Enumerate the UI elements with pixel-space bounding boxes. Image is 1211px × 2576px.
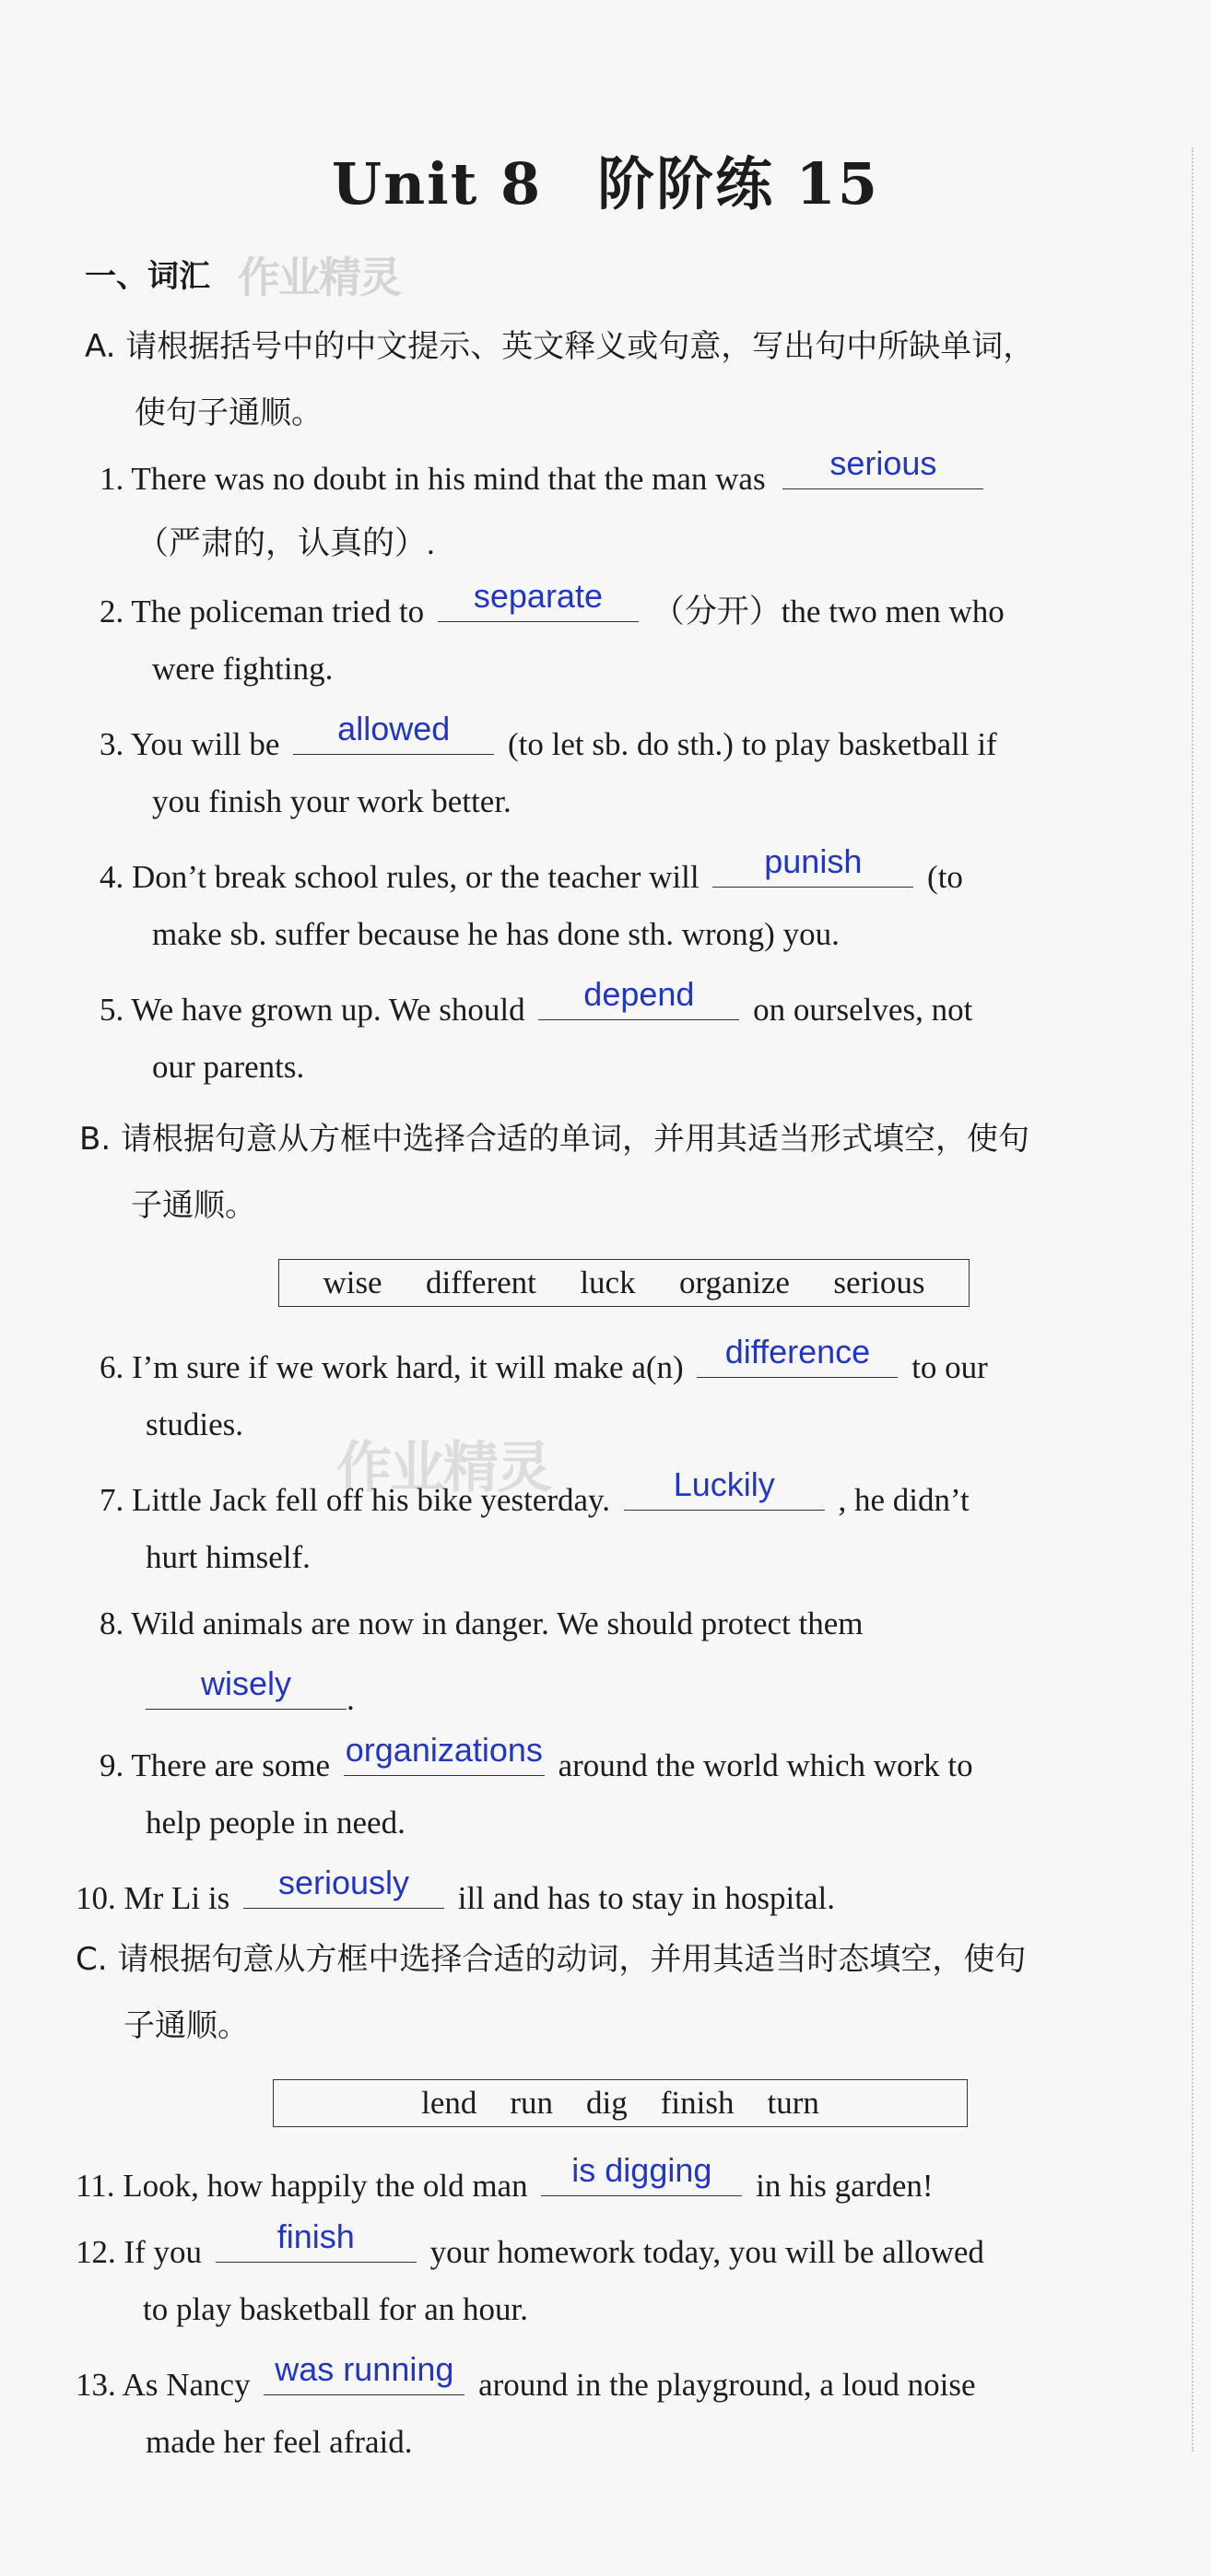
question-number: 7. [100, 1482, 124, 1518]
word-option: serious [833, 1264, 925, 1300]
question-text: ill and has to stay in hospital. [457, 1880, 836, 1916]
word-option: organize [679, 1264, 790, 1300]
question-number: 13. [76, 2367, 116, 2403]
exercise-name: 阶阶练 15 [597, 150, 879, 218]
question-text: （严肃的，认真的）. [136, 525, 435, 561]
instruction-line: 子通顺。 [131, 1187, 256, 1224]
question-4 [100, 842, 963, 896]
word-option: run [510, 2085, 554, 2121]
answer-text: punish [764, 842, 863, 880]
question-text: around in the playground, a loud noise [478, 2367, 976, 2403]
question-text: Don’t break school rules, or the teacher will [132, 859, 700, 895]
question-12 [76, 2217, 984, 2271]
answer-blank[interactable] [541, 2151, 742, 2196]
question-text: your homework today, you will be allowed [429, 2234, 984, 2270]
instruction-line: C. 请根据句意从方框中选择合适的动词，并用其适当时态填空，使句 [76, 1941, 1027, 1978]
question-2 [100, 577, 1005, 632]
question-text: We have grown up. We should [131, 992, 525, 1028]
question-10 [76, 1864, 836, 1917]
question-text: were fighting. [152, 651, 334, 687]
question-text: There are some [131, 1747, 331, 1783]
answer-blank[interactable] [697, 1333, 898, 1378]
question-text: The policeman tried to [131, 594, 425, 629]
question-text: You will be [130, 726, 280, 762]
question-1 [100, 444, 983, 498]
word-option: turn [767, 2085, 819, 2121]
section-heading: 一、词汇 [85, 258, 210, 295]
word-option: luck [580, 1264, 636, 1300]
question-text: our parents. [152, 1049, 305, 1085]
question-text: (to [927, 859, 963, 895]
part-b-instruction [79, 1106, 1029, 1239]
answer-text: depend [583, 975, 695, 1013]
question-number: 2. [100, 594, 124, 629]
page-title [0, 138, 1211, 220]
instruction-line: 子通顺。 [123, 2007, 249, 2044]
question-text: to play basketball for an hour. [143, 2291, 528, 2327]
question-number: 10. [76, 1880, 116, 1916]
unit-label: Unit 8 [332, 150, 543, 218]
question-text: you finish your work better. [152, 783, 511, 819]
question-13 [76, 2350, 976, 2404]
question-text: around the world which work to [558, 1747, 973, 1783]
instruction-line: 使句子通顺。 [135, 394, 323, 431]
question-text: on ourselves, not [753, 992, 973, 1028]
question-11 [76, 2151, 934, 2205]
answer-blank[interactable] [624, 1465, 825, 1511]
answer-blank[interactable] [712, 842, 913, 888]
word-option: finish [660, 2085, 735, 2121]
question-text: Wild animals are now in danger. We should protect them [131, 1606, 864, 1641]
answer-text: is digging [571, 2151, 712, 2189]
question-text: make sb. suffer because he has done sth. wrong) you. [152, 916, 840, 952]
answer-text: serious [829, 444, 937, 482]
question-text: There was no doubt in his mind that the man was [131, 461, 766, 497]
question-3 [100, 710, 997, 763]
answer-blank[interactable] [216, 2217, 417, 2263]
word-option: dig [586, 2085, 628, 2121]
answer-text: was running [275, 2350, 454, 2388]
question-text: I’m sure if we work hard, it will make a(n) [132, 1349, 684, 1385]
question-number: 4. [100, 859, 124, 895]
question-text: help people in need. [146, 1805, 406, 1841]
question-text: (to let sb. do sth.) to play basketball if [507, 726, 997, 762]
part-a-instruction [85, 313, 1034, 446]
watermark-logo: 作业精灵 [238, 253, 400, 302]
question-text: Little Jack fell off his bike yesterday. [132, 1482, 611, 1518]
question-text: Look, how happily the old man [123, 2168, 528, 2204]
word-option: lend [421, 2085, 477, 2121]
question-text: . [347, 1681, 355, 1717]
question-5 [100, 975, 973, 1029]
answer-blank[interactable] [293, 710, 494, 755]
word-box-c [273, 2079, 968, 2127]
answer-text: separate [473, 577, 603, 615]
answer-text: difference [724, 1333, 871, 1370]
question-number: 6. [100, 1349, 124, 1385]
instruction-line: B. 请根据句意从方框中选择合适的单词，并用其适当形式填空，使句 [79, 1121, 1029, 1158]
answer-text: finish [276, 2217, 355, 2255]
answer-text: seriously [277, 1864, 410, 1901]
answer-blank[interactable] [243, 1864, 444, 1909]
question-number: 9. [100, 1747, 124, 1783]
question-number: 12. [76, 2234, 116, 2270]
question-text: studies. [146, 1406, 243, 1442]
question-text: Mr Li is [123, 1880, 230, 1916]
word-option: wise [323, 1264, 382, 1300]
question-text: hurt himself. [146, 1539, 311, 1575]
instruction-line: A. 请根据括号中的中文提示、英文释义或句意，写出句中所缺单词， [85, 328, 1035, 365]
answer-blank[interactable] [146, 1664, 347, 1710]
question-9 [100, 1731, 973, 1784]
question-text: to our [911, 1349, 988, 1385]
part-c-instruction [76, 1926, 1026, 2059]
answer-text: wisely [200, 1664, 291, 1702]
question-text: As Nancy [122, 2367, 251, 2403]
answer-text: allowed [337, 710, 451, 747]
question-text: made her feel afraid. [146, 2424, 413, 2460]
word-box-b [278, 1259, 970, 1307]
answer-blank[interactable] [438, 577, 639, 622]
answer-blank[interactable] [344, 1731, 545, 1776]
question-number: 1. [100, 461, 124, 497]
margin-dotted-line [1192, 147, 1193, 2452]
question-text: , he didn’t [838, 1482, 970, 1518]
question-text: If you [123, 2234, 203, 2270]
word-option: different [426, 1264, 536, 1300]
question-8-continued [146, 1664, 355, 1718]
question-text: in his garden! [756, 2168, 934, 2204]
question-number: 3. [100, 726, 124, 762]
question-number: 8. [100, 1606, 124, 1641]
question-text: （分开）the two men who [652, 594, 1005, 629]
answer-blank[interactable] [782, 444, 983, 489]
question-6 [100, 1333, 988, 1386]
question-number: 11. [76, 2168, 115, 2204]
answer-text: Luckily [673, 1465, 775, 1503]
answer-blank[interactable] [264, 2350, 464, 2395]
answer-text: organizations [345, 1731, 543, 1769]
watermark-logo: 作业精灵 [336, 1436, 550, 1500]
question-8 [100, 1606, 863, 1642]
answer-blank[interactable] [538, 975, 739, 1020]
question-number: 5. [100, 992, 124, 1028]
